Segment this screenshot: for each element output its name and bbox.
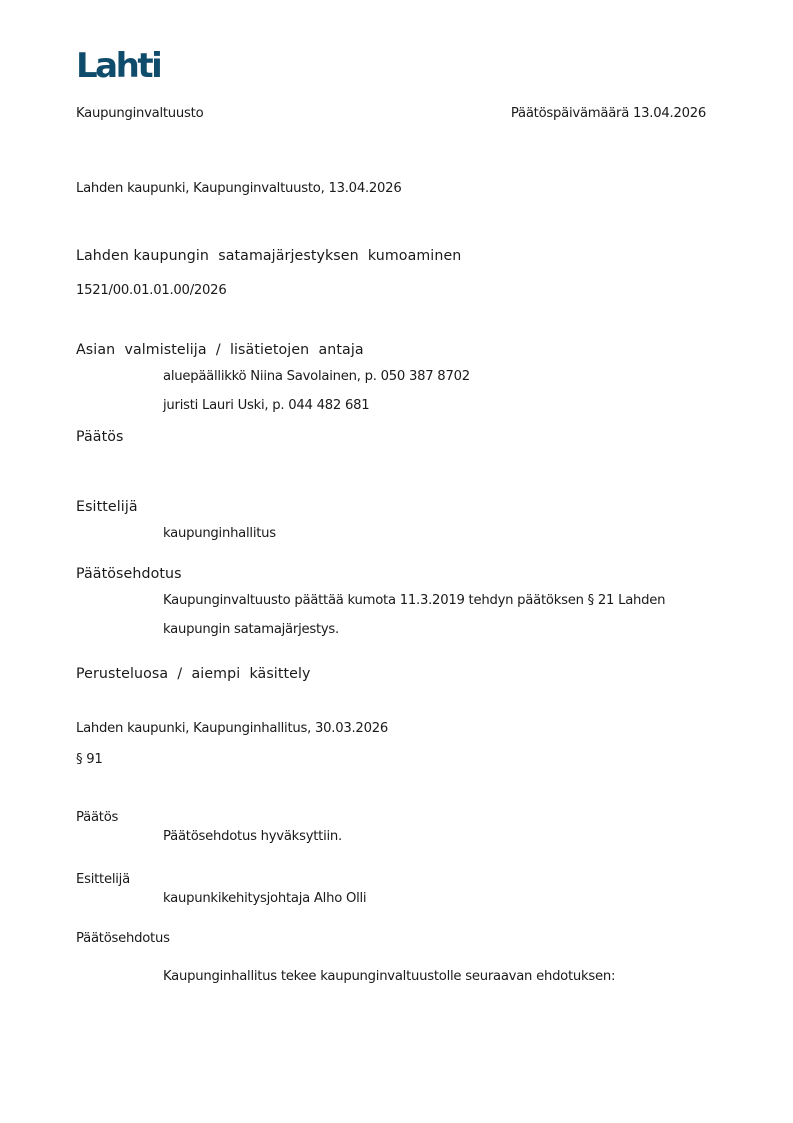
preparer-person: juristi Lauri Uski, p. 044 482 681 xyxy=(163,398,370,413)
presenter-heading: Esittelijä xyxy=(76,499,138,515)
decision-date: Päätöspäivämäärä 13.04.2026 xyxy=(510,106,706,121)
prior-decision-value: Päätösehdotus hyväksyttiin. xyxy=(163,829,342,844)
prior-presenter-heading: Esittelijä xyxy=(76,872,130,887)
prior-proposal-value: Kaupunginhallitus tekee kaupunginvaltuustolle seuraavan ehdotuksen: xyxy=(163,969,616,984)
decision-heading: Päätös xyxy=(76,429,124,445)
meeting-line: Lahden kaupunki, Kaupunginvaltuusto, 13.04.2026 xyxy=(76,181,402,196)
logo-text: Lahti xyxy=(76,46,161,82)
lahti-logo xyxy=(76,46,166,82)
proposal-line-2: kaupungin satamajärjestys. xyxy=(163,622,339,637)
prior-proposal-heading: Päätösehdotus xyxy=(76,931,170,946)
prior-section: § 91 xyxy=(76,752,103,767)
prior-meeting-line: Lahden kaupunki, Kaupunginhallitus, 30.03.2026 xyxy=(76,721,388,736)
proposal-heading: Päätösehdotus xyxy=(76,566,182,582)
preparer-person: aluepäällikkö Niina Savolainen, p. 050 387 8702 xyxy=(163,369,470,384)
proposal-line-1: Kaupunginvaltuusto päättää kumota 11.3.2019 tehdyn päätöksen § 21 Lahden xyxy=(163,593,666,608)
case-number: 1521/00.01.01.00/2026 xyxy=(76,283,227,298)
preparer-heading: Asian valmistelija / lisätietojen antaja xyxy=(76,342,364,358)
background-heading: Perusteluosa / aiempi käsittely xyxy=(76,666,311,682)
prior-presenter-value: kaupunkikehitysjohtaja Alho Olli xyxy=(163,891,367,906)
presenter-value: kaupunginhallitus xyxy=(163,526,276,541)
document-title: Lahden kaupungin satamajärjestyksen kumoaminen xyxy=(76,248,462,264)
prior-decision-heading: Päätös xyxy=(76,810,119,825)
organ-name: Kaupunginvaltuusto xyxy=(76,106,204,121)
